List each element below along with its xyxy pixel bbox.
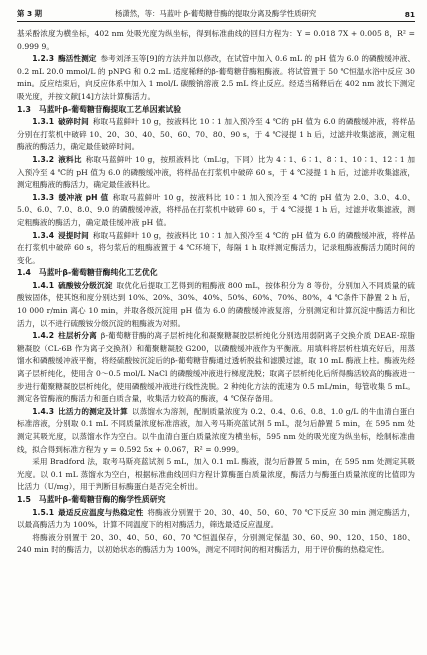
running-title: 杨潇然，等：马蓝叶 β-葡萄糖苷酶的提取分离及酶学性质研究 xyxy=(115,9,317,18)
section-number: 1.4.3 xyxy=(32,406,55,416)
section-1-3-4 xyxy=(17,230,415,268)
section-text: 将酶液分别置于 20、30、40、50、60、70 ℃下反应 30 min 测定酶活力，以最高酶活力为 100%，计算不同温度下的相对酶活力，筛选最适反应温度。 xyxy=(17,507,415,530)
section-text: 称取马蓝鲜叶 10 g，按液料比 10∶1 加入预冷至 4 ℃的 pH 值为 6.0 的磷酸缓冲液，将样品分别在打浆机中破碎 10、20、30、40、50、60、70、80、90 s，于 4 ℃浸提 1 h 后，过滤并收集滤液，测定粗酶液的酶活力，确定最佳破碎时间。 xyxy=(17,117,415,152)
section-number: 1.3.3 xyxy=(32,192,55,202)
section-label: 硫酸铵分级沉淀 xyxy=(58,280,113,290)
section-label: 浸提时间 xyxy=(58,230,89,240)
section-number: 1.4.2 xyxy=(32,331,55,341)
section-label: 酶活性测定 xyxy=(58,54,97,64)
paragraph-continuation: 基采酚浓度为横坐标，402 nm 处吸光度为纵坐标，得到标准曲线的回归方程为：Y = 0.018 7X + 0.005 8，R² = 0.999 9。 xyxy=(17,29,415,51)
section-heading-1-4: 1.4 马蓝叶β-葡萄糖苷酶纯化工艺优化 xyxy=(17,268,158,278)
section-text: 称取马蓝鲜叶 10 g，按液料比 10∶1 加入预冷至 4 ℃的 pH 值为 6.0 的磷酸缓冲液，将样品在打浆机中破碎 60 s，将匀浆后的粗酶液置于 4 ℃环境下，每隔 1 h 取样测定酶活力，记录粗酶液酶活力随时间的变化。 xyxy=(17,230,415,265)
section-1-4-3 xyxy=(17,406,415,456)
paragraph-thermal-stability: 将酶液分别置于 20、30、40、50、60、70 ℃恒温保存，分别测定保温 30、60、90、120、150、180、240 min 时的酶活力，以初始状态的酶活力为 100%，测定不同时间的相对酶活力，用于评价酶的热稳定性。 xyxy=(17,532,415,555)
section-number: 1.3.2 xyxy=(32,154,55,164)
section-label: 柱层析分离 xyxy=(58,331,97,341)
section-text: 称取马蓝鲜叶 10 g，按照液料比（mL∶g，下同）比为 4∶1、6∶1、8∶1、10∶1、12∶1 加入预冷至 4 ℃的 pH 值为 6.0 的磷酸缓冲液，将样品在打浆机中破碎 60 s，于 4 ℃浸提 1 h 后，过滤并收集滤液，测定粗酶液的酶活力，确定最佳液料比。 xyxy=(17,154,415,190)
paragraph-bradford: 采用 Bradford 法，取考马斯亮蓝试剂 5 mL，加入 0.1 mL 酶液，混匀后静置 5 min，在 595 nm 处测定其吸光度。以 0.1 mL 蒸馏水为空白，根据标准曲线回归方程计算酶蛋白质量浓度，酶活力与酶蛋白质量浓度的比值即为比活力（U/mg），用于判断目标酶蛋白是否完全析出。 xyxy=(17,457,415,492)
section-1-4-1 xyxy=(17,280,415,330)
article-body xyxy=(17,28,415,557)
section-label: 液料比 xyxy=(58,154,82,164)
section-heading-1-5: 1.5 马蓝叶β-葡萄糖苷酶的酶学性质研究 xyxy=(17,494,166,504)
page-number: 81 xyxy=(404,10,415,19)
issue-number: 第 3 期 xyxy=(17,9,43,18)
section-text: 以蒸馏水为溶剂，配制质量浓度为 0.2、0.4、0.6、0.8、1.0 g/L 的牛血清白蛋白标准溶液，分别取 0.1 mL 不同质量浓度标准溶液，加入考马斯亮蓝试剂 5 mL，混匀后静置 5 min，在 595 nm 处测定其吸光度，以蒸馏水作为空白。以牛血清白蛋白质量浓度为横坐标，595 nm 处的吸光度为纵坐标，绘制标准曲线，拟合得到标准方程为 y = 0.592 5x + 0.067，R² = 0.999。 xyxy=(17,406,415,454)
section-number: 1.2.3 xyxy=(32,54,55,64)
section-heading-1-3: 1.3 马蓝叶β-葡萄糖苷酶提取工艺单因素试验 xyxy=(17,104,182,114)
section-number: 1.4.1 xyxy=(32,280,55,290)
section-label: 最适反应温度与热稳定性 xyxy=(58,507,144,517)
section-1-3-1 xyxy=(17,116,415,154)
section-1-2-3 xyxy=(17,53,415,103)
section-1-3-3 xyxy=(17,192,415,230)
section-label: 比活力的测定及计算 xyxy=(58,406,128,416)
section-number: 1.5.1 xyxy=(32,507,55,517)
section-1-5-1 xyxy=(17,507,415,532)
section-label: 破碎时间 xyxy=(58,117,89,127)
section-text: 称取马蓝鲜叶 10 g，按液料比 10∶1 加入预冷至 4 ℃的 pH 值为 2.0、3.0、4.0、5.0、6.0、7.0、8.0、9.0 的磷酸缓冲液，将样品在打浆机中破碎 60 s，于 4 ℃浸提 1 h 后，过滤并收集滤液，测定粗酶液的酶活力，确定最佳缓冲液 pH 值。 xyxy=(17,192,415,227)
section-text: 取优化后提取工艺得到的粗酶液 800 mL，按体积分为 8 等份，分别加入不同质量的硫酸铵固体，使其饱和度分别达到 10%、20%、30%、40%、50%、60%、70%、80%，4 ℃条件下静置 2 h 后，10 000 r/min 离心 10 min，并取各级沉淀用 pH 值为 6.0 的磷酸缓冲液复溶，分别测定和计算沉淀中酶活力和比活力，以不进行硫酸铵分级沉淀的粗酶液为对照。 xyxy=(17,280,415,328)
section-text: 参考刘泽玉等[9]的方法并加以修改，在试管中加入 0.6 mL 的 pH 值为 6.0 的磷酸缓冲液、0.2 mL 20.0 mmol/L 的 pNPG 和 0.2 mL 适度稀释的β-葡萄糖苷酶粗酶液。将试管置于 50 ℃恒温水浴中反应 30 min。反应结束后，向反应体系中加入 1 mol/L 碳酸钠溶液 2.5 mL 终止反应。经适当稀释后在 402 nm 波长下测定吸光度，并按文献[14]方法计算酶活力。 xyxy=(17,54,415,101)
section-1-3-2 xyxy=(17,154,415,192)
page-header xyxy=(17,5,415,22)
section-number: 1.3.1 xyxy=(32,117,55,127)
section-text: β-葡萄糖苷酶的离子层析纯化和凝聚糖凝胶层析纯化分别选用弱阴离子交换介质 DEAE-琼脂糖凝胶（CL-6B 作为离子交换剂）和葡聚糖凝胶 G200，以磷酸缓冲液作为平衡液。用填料将层析柱填充好后，用蒸馏水和磷酸缓冲液平衡，将经硫酸铵沉淀后的β-葡萄糖苷酶通过透析脱盐和滤膜过滤，取 10 mL 酶液上柱。酶液先经离子层析纯化，使用含 0～0.5 mol/L NaCl 的磷酸缓冲液进行梯度洗脱；取离子层析纯化后所得酶活较高的酶液进一步进行葡聚糖凝胶层析纯化，使用磷酸缓冲液进行线性洗脱。2 种纯化方法的流速为 0.5 mL/min，每管收集 5 mL。测定各管酶液的酶活力和蛋白质含量，收集活力较高的酶液，4 ℃保存备用。 xyxy=(17,331,416,404)
section-number: 1.3.4 xyxy=(32,230,55,240)
section-1-4-2 xyxy=(17,330,415,406)
section-label: 缓冲液 pH 值 xyxy=(58,192,109,202)
